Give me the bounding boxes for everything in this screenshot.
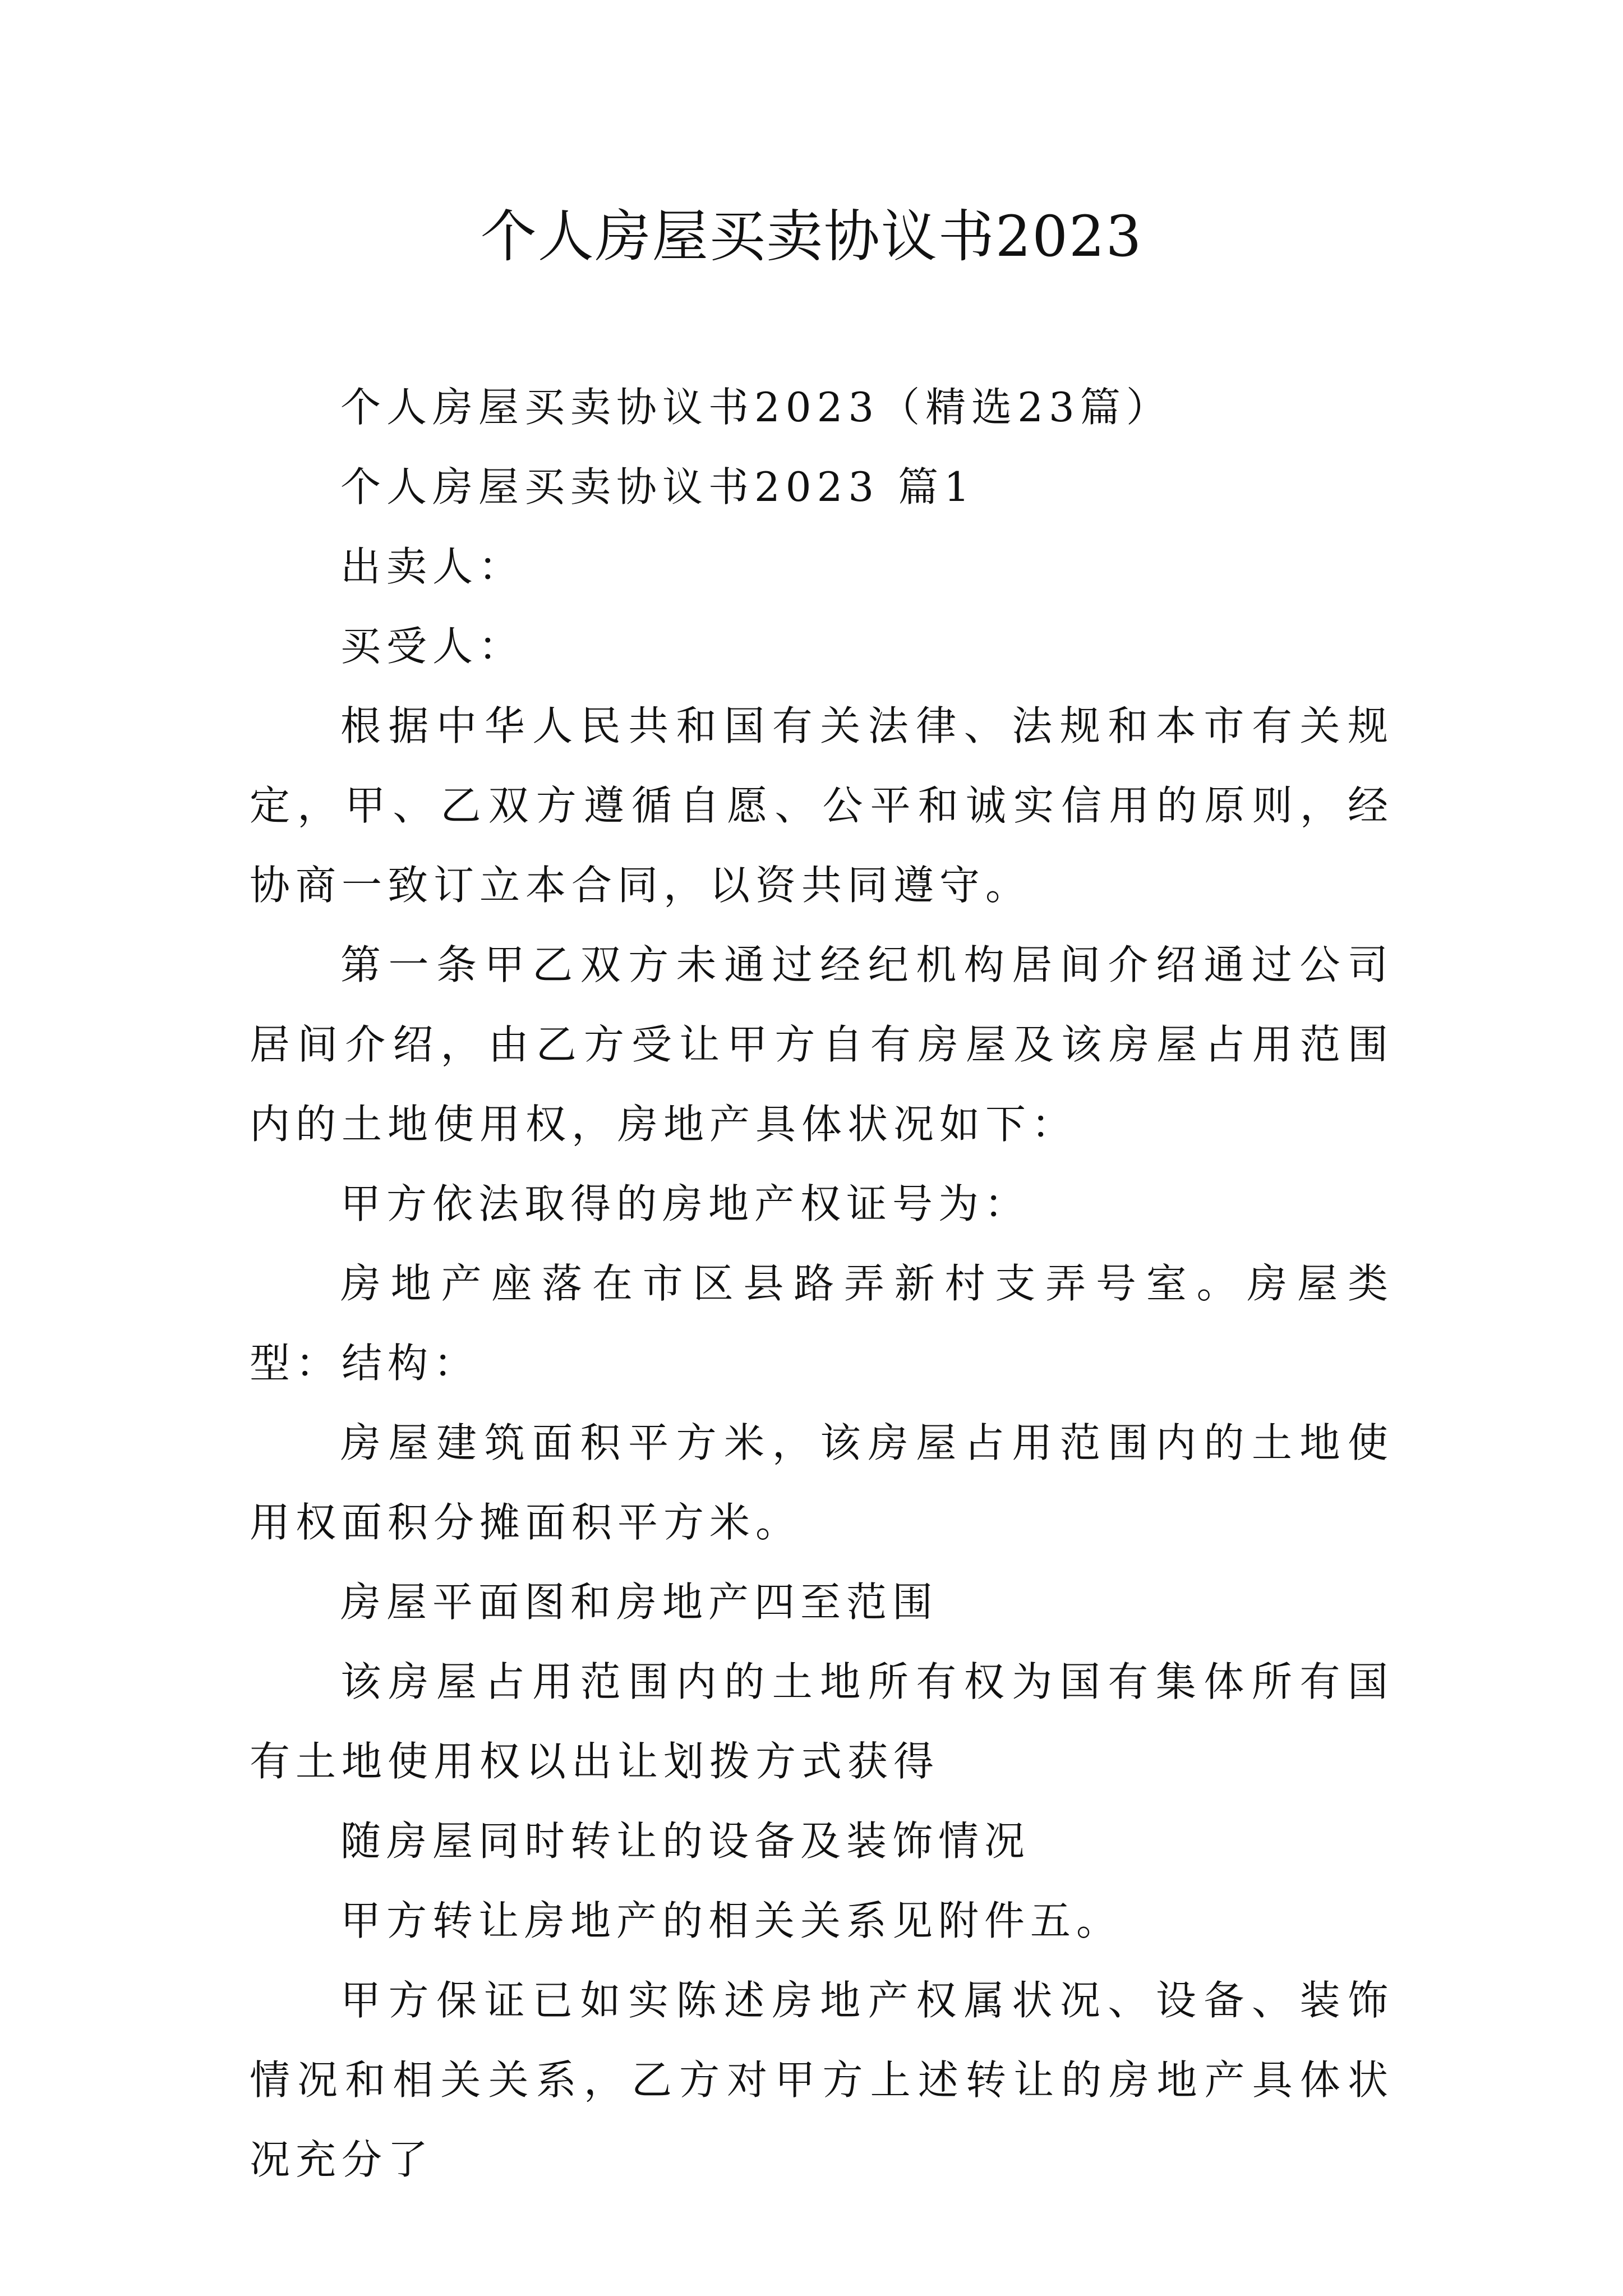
paragraph-article-1: 第一条甲乙双方未通过经纪机构居间介绍通过公司居间介绍，由乙方受让甲方自有房屋及该房屋占用范围内的土地使用权，房地产具体状况如下： <box>250 941 1394 1148</box>
paragraph-relations: 甲方转让房地产的相关关系见附件五。 <box>340 1897 1123 1944</box>
paragraph-land-ownership: 该房屋占用范围内的土地所有权为国有集体所有国有土地使用权以出让划拨方式获得 <box>250 1658 1394 1785</box>
document-body <box>250 367 1394 2200</box>
paragraph-floor-plan: 房屋平面图和房地产四至范围 <box>340 1579 939 1626</box>
paragraph-location: 房地产座落在市区县路弄新村支弄号室。房屋类型：结构： <box>250 1260 1394 1387</box>
paragraph-seller: 出卖人： <box>340 543 525 590</box>
paragraph-equipment: 随房屋同时转让的设备及装饰情况 <box>340 1818 1031 1865</box>
paragraph-guarantee: 甲方保证已如实陈述房地产权属状况、设备、装饰情况和相关关系，乙方对甲方上述转让的房地产具体状况充分了 <box>250 1977 1394 2183</box>
paragraph-buyer: 买受人： <box>340 623 525 670</box>
paragraph-certificate: 甲方依法取得的房地产权证号为： <box>340 1180 1031 1227</box>
paragraph-subtitle: 个人房屋买卖协议书2023（精选23篇） <box>340 384 1172 431</box>
paragraph-area: 房屋建筑面积平方米，该房屋占用范围内的土地使用权面积分摊面积平方米。 <box>250 1419 1394 1546</box>
paragraph-section-heading: 个人房屋买卖协议书2023 篇1 <box>340 463 975 510</box>
paragraph-preamble: 根据中华人民共和国有关法律、法规和本市有关规定，甲、乙双方遵循自愿、公平和诚实信用的原则，经协商一致订立本合同，以资共同遵守。 <box>250 702 1394 909</box>
document-title: 个人房屋买卖协议书2023 <box>480 204 1143 269</box>
